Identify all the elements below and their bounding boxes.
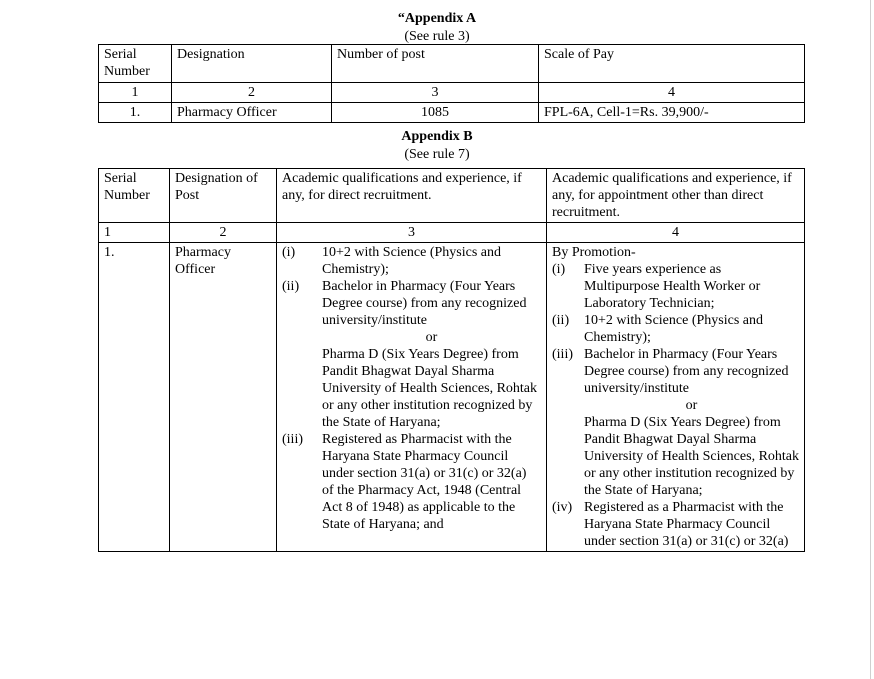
item-number: (iii) [282,432,303,447]
item-number: (ii) [552,313,570,328]
header-designation-of-post: Designation of Post [170,169,277,223]
row-designation: Pharmacy Officer [170,243,277,552]
table-row [99,243,805,552]
appendix-a-table [98,44,805,123]
appendix-b-subtitle: (See rule 7) [404,147,470,162]
appendix-b-table [98,168,805,552]
col-number: 3 [332,83,539,103]
item-text: Five years experience as Multipurpose Health Worker or Laboratory Technician; [584,262,761,311]
other-recruitment-cell [547,243,805,552]
col-number: 4 [547,223,805,243]
row-serial: 1. [99,243,170,552]
table-header-row [99,45,805,83]
qualification-item [282,278,541,329]
col-number: 2 [172,83,332,103]
appendix-a-title: “Appendix A [397,11,477,26]
item-number: (iv) [552,500,573,515]
qualification-item [282,431,541,533]
header-other-recruitment: Academic qualifications and experience, if any, for appointment other than direct recruitment. [547,169,805,223]
item-number: (i) [552,262,566,277]
header-number-of-post: Number of post [332,45,539,83]
or-separator: or [425,330,438,345]
column-number-row [99,83,805,103]
qualification-item [282,346,541,431]
item-text: Bachelor in Pharmacy (Four Years Degree course) from any recognized university/institute [584,347,789,396]
direct-recruitment-cell [277,243,547,552]
header-serial-number: Serial Number [99,45,172,83]
item-text: Bachelor in Pharmacy (Four Years Degree course) from any recognized university/institute [322,279,527,328]
qualification-item [552,397,799,414]
table-row [99,103,805,123]
item-text: 10+2 with Science (Physics and Chemistry); [322,245,501,277]
qualification-item [282,244,541,278]
appendix-b-title: Appendix B [401,129,473,144]
qualification-item [552,414,799,499]
col-number: 2 [170,223,277,243]
appendix-a-subtitle: (See rule 3) [404,29,470,44]
header-serial-number: Serial Number [99,169,170,223]
qualification-item [552,261,799,312]
col-number: 1 [99,83,172,103]
or-separator: or [685,398,698,413]
qualification-item [552,346,799,397]
item-number: (iii) [552,347,573,362]
page-edge-divider [870,0,871,679]
appendix-a-heading [0,10,874,46]
item-text: Registered as Pharmacist with the Haryana State Pharmacy Council under section 31(a) or 31(c) or 32(a) of the Pharmacy Act, 1948 (Central Act 8 of 1948) as applicable to the State of Haryana; and [322,432,527,532]
appendix-b-heading [0,128,874,164]
row-serial: 1. [99,103,172,123]
qualification-item [282,329,541,346]
item-text: Pharma D (Six Years Degree) from Pandit Bhagwat Dayal Sharma University of Health Sciences, Rohtak or any other institution recognized by the State of Haryana; [322,347,538,430]
item-text: Registered as a Pharmacist with the Haryana State Pharmacy Council under section 31(a) or 31(c) or 32(a) [584,500,789,549]
col-number: 4 [539,83,805,103]
item-text: Pharma D (Six Years Degree) from Pandit Bhagwat Dayal Sharma University of Health Sciences, Rohtak or any other institution recognized by the State of Haryana; [584,415,800,498]
qualification-item [552,312,799,346]
row-pay: FPL-6A, Cell-1=Rs. 39,900/- [539,103,805,123]
item-text: 10+2 with Science (Physics and Chemistry); [584,313,763,345]
item-number: (i) [282,245,296,260]
promotion-intro: By Promotion- [552,245,636,260]
header-designation: Designation [172,45,332,83]
column-number-row [99,223,805,243]
col-number: 3 [277,223,547,243]
col-number: 1 [99,223,170,243]
header-direct-recruitment: Academic qualifications and experience, if any, for direct recruitment. [277,169,547,223]
item-number: (ii) [282,279,300,294]
header-scale-of-pay: Scale of Pay [539,45,805,83]
row-designation: Pharmacy Officer [172,103,332,123]
table-header-row [99,169,805,223]
row-posts: 1085 [332,103,539,123]
qualification-item [552,499,799,550]
